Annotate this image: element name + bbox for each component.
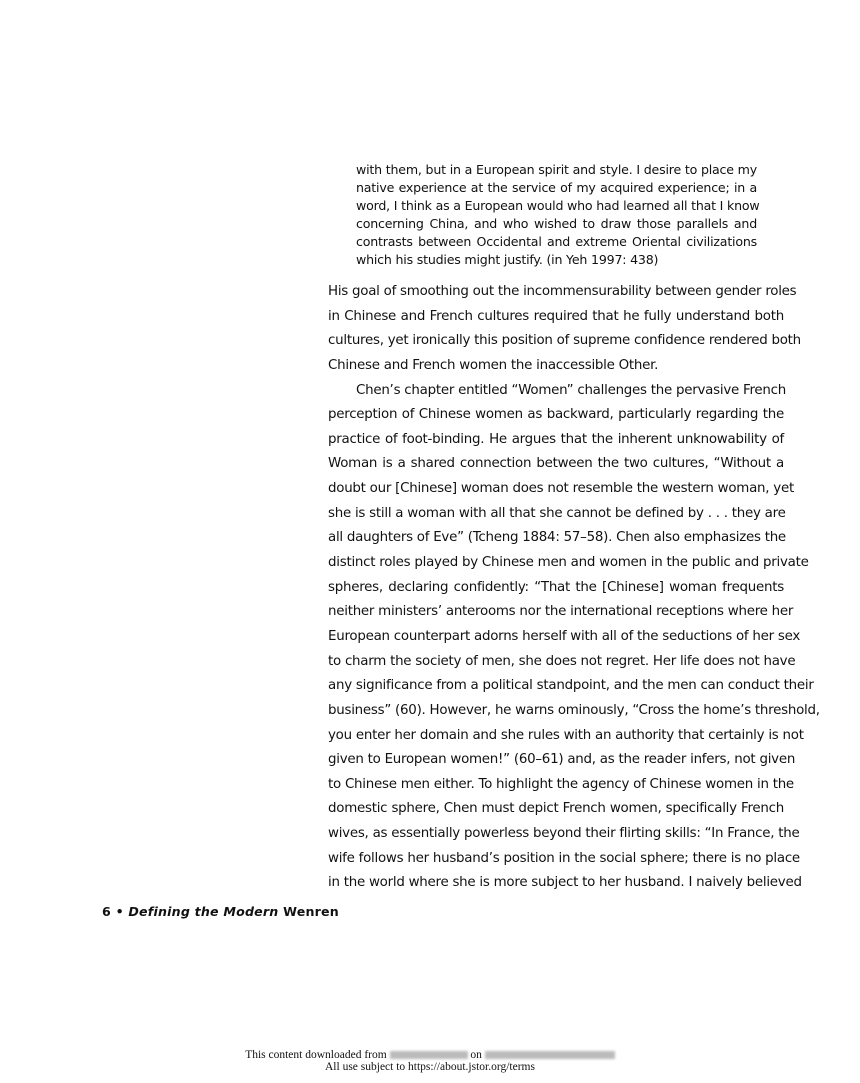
text-line: to charm the society of men, she does not regret. Her life does not have — [328, 653, 796, 669]
text-line: given to European women!” (60–61) and, as the reader infers, not given — [328, 752, 796, 768]
quote-line: with them, but in a European spirit and style. I desire to place my — [356, 162, 757, 177]
text-line: to Chinese men either. To highlight the agency of Chinese women in the — [328, 776, 794, 792]
text-line: any significance from a political standpoint, and the men can conduct their — [328, 678, 814, 694]
text-line: His goal of smoothing out the incommensurability between gender roles — [328, 284, 797, 299]
text-line: European counterpart adorns herself with all of the seductions of her sex — [328, 628, 801, 644]
text-line: all daughters of Eve” (Tcheng 1884: 57–58). Chen also emphasizes the — [328, 530, 786, 546]
text-line: wives, as essentially powerless beyond their flirting skills: “In France, the — [328, 826, 800, 842]
text-line: Woman is a shared connection between the two cultures, “Without a — [328, 456, 784, 472]
text-line: doubt our [Chinese] woman does not resemble the western woman, yet — [328, 481, 794, 497]
body-text — [328, 280, 820, 896]
page-footer-folio — [102, 904, 339, 919]
text-line: Chen’s chapter entitled “Women” challenges the pervasive French — [356, 382, 787, 398]
block-quote — [356, 161, 760, 269]
text-line: spheres, declaring confidently: “That the [Chinese] woman frequents — [328, 579, 784, 595]
download-notice-on: on — [470, 1049, 482, 1061]
paragraph — [328, 280, 801, 379]
terms-notice: All use subject to https://about.jstor.org/terms — [325, 1060, 535, 1073]
text-line: wife follows her husband’s position in the social sphere; there is no place — [328, 850, 800, 866]
text-line: Chinese and French women the inaccessible Other. — [328, 357, 659, 373]
page-number: 6 — [102, 904, 111, 919]
quote-line: native experience at the service of my acquired experience; in a — [356, 180, 757, 195]
text-line: domestic sphere, Chen must depict French women, specifically French — [328, 801, 784, 817]
quote-line: word, I think as a European would who had learned all that I know — [356, 198, 760, 213]
text-line: perception of Chinese women as backward, particularly regarding the — [328, 407, 784, 423]
text-line: practice of foot-binding. He argues that the inherent unknowability of — [328, 431, 784, 447]
text-line: you enter her domain and she rules with an authority that certainly is not — [328, 727, 804, 743]
quote-line: contrasts between Occidental and extreme Oriental civilizations — [356, 234, 757, 249]
jstor-download-notice — [0, 1050, 860, 1073]
download-notice-prefix: This content downloaded from — [245, 1049, 387, 1061]
separator: • — [115, 904, 124, 919]
redacted-ip-address — [390, 1051, 468, 1059]
text-line: in the world where she is more subject to her husband. I naively believed — [328, 875, 802, 891]
redacted-timestamp — [485, 1051, 615, 1059]
text-line: neither ministers’ anterooms nor the international receptions where her — [328, 604, 794, 620]
text-line: she is still a woman with all that she cannot be defined by . . . they are — [328, 505, 786, 521]
running-title-italic: Defining the Modern — [128, 904, 279, 919]
text-line: business” (60). However, he warns ominously, “Cross the home’s threshold, — [328, 702, 820, 718]
paragraph — [328, 379, 820, 896]
text-line: distinct roles played by Chinese men and women in the public and private — [328, 555, 809, 571]
quote-line: concerning China, and who wished to draw those parallels and — [356, 216, 757, 231]
quote-line: which his studies might justify. (in Yeh 1997: 438) — [356, 252, 659, 267]
text-line: in Chinese and French cultures required that he fully understand both — [328, 308, 784, 324]
running-title-roman: Wenren — [283, 904, 339, 919]
text-line: cultures, yet ironically this position of supreme confidence rendered both — [328, 333, 801, 349]
